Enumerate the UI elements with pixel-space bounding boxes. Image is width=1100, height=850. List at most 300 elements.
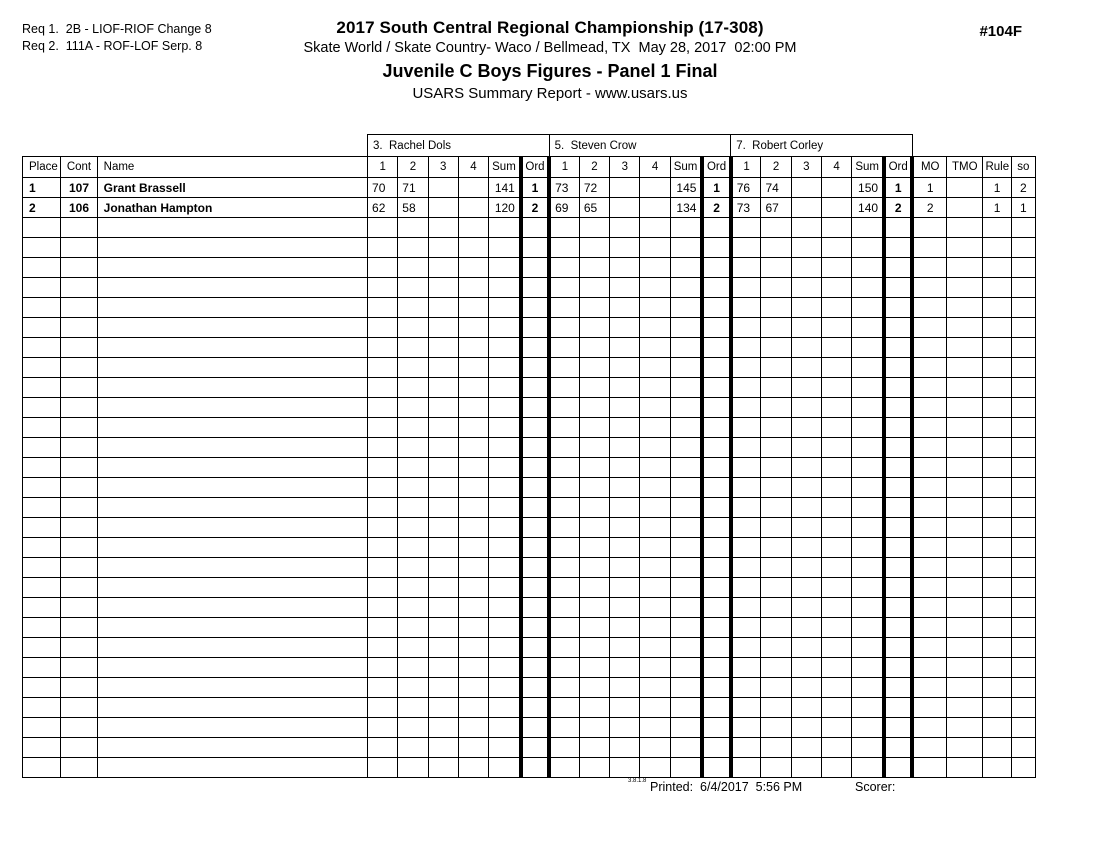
cell-tmo bbox=[947, 638, 983, 658]
header-judge1-trial2: 2 bbox=[579, 157, 609, 178]
cell-judge2-trial1 bbox=[731, 678, 761, 698]
cell-judge1-sum bbox=[670, 638, 702, 658]
empty-row bbox=[23, 538, 1036, 558]
cell-judge1-ord bbox=[702, 298, 730, 318]
cell-mo bbox=[912, 618, 946, 638]
cell-judge1-trial4 bbox=[640, 578, 670, 598]
cell-name bbox=[97, 758, 367, 778]
cell-judge0-trial1 bbox=[368, 698, 398, 718]
cell-judge1-trial3 bbox=[610, 518, 640, 538]
cell-judge2-ord bbox=[884, 438, 912, 458]
cell-judge0-trial2 bbox=[398, 338, 428, 358]
empty-row bbox=[23, 218, 1036, 238]
cell-mo bbox=[912, 378, 946, 398]
judge-row-spacer-left bbox=[23, 135, 368, 157]
cell-judge0-trial3 bbox=[428, 578, 458, 598]
cell-judge0-trial4 bbox=[458, 558, 488, 578]
cell-so bbox=[1011, 698, 1035, 718]
cell-judge2-ord bbox=[884, 738, 912, 758]
cell-judge2-trial1 bbox=[731, 718, 761, 738]
cell-judge1-trial1 bbox=[549, 618, 579, 638]
cell-judge1-sum bbox=[670, 518, 702, 538]
cell-judge0-ord bbox=[521, 298, 549, 318]
cell-judge2-trial3 bbox=[791, 438, 821, 458]
cell-place bbox=[23, 618, 61, 638]
cell-judge2-trial3 bbox=[791, 198, 821, 218]
cell-judge2-trial2 bbox=[761, 338, 791, 358]
printed-timestamp: Printed: 6/4/2017 5:56 PM bbox=[650, 780, 803, 794]
cell-judge2-trial4 bbox=[822, 178, 852, 198]
cell-judge0-trial4 bbox=[458, 478, 488, 498]
cell-so bbox=[1011, 398, 1035, 418]
cell-judge2-trial3 bbox=[791, 598, 821, 618]
cell-judge2-trial2 bbox=[761, 458, 791, 478]
cell-name bbox=[97, 218, 367, 238]
header-tmo: TMO bbox=[947, 157, 983, 178]
cell-judge1-trial1 bbox=[549, 218, 579, 238]
cell-cont bbox=[61, 358, 97, 378]
cell-judge1-trial1 bbox=[549, 398, 579, 418]
cell-judge2-trial3 bbox=[791, 318, 821, 338]
cell-judge1-ord bbox=[702, 618, 730, 638]
cell-judge2-ord bbox=[884, 598, 912, 618]
cell-judge0-ord bbox=[521, 318, 549, 338]
cell-judge2-trial2 bbox=[761, 258, 791, 278]
cell-judge0-ord bbox=[521, 438, 549, 458]
cell-judge1-trial2 bbox=[579, 618, 609, 638]
cell-place bbox=[23, 458, 61, 478]
cell-judge1-sum bbox=[670, 458, 702, 478]
cell-so bbox=[1011, 558, 1035, 578]
empty-row bbox=[23, 578, 1036, 598]
cell-judge1-sum bbox=[670, 618, 702, 638]
cell-place bbox=[23, 578, 61, 598]
cell-judge2-ord bbox=[884, 478, 912, 498]
cell-judge0-trial3 bbox=[428, 318, 458, 338]
cell-judge1-ord bbox=[702, 278, 730, 298]
cell-judge1-sum bbox=[670, 658, 702, 678]
cell-judge1-trial3 bbox=[610, 458, 640, 478]
cell-judge1-ord bbox=[702, 458, 730, 478]
cell-judge2-trial2 bbox=[761, 238, 791, 258]
cell-tmo bbox=[947, 278, 983, 298]
cell-judge1-trial4 bbox=[640, 758, 670, 778]
cell-judge2-ord bbox=[884, 498, 912, 518]
cell-place bbox=[23, 718, 61, 738]
cell-judge2-trial3 bbox=[791, 518, 821, 538]
cell-judge2-trial1 bbox=[731, 738, 761, 758]
cell-name bbox=[97, 718, 367, 738]
cell-tmo bbox=[947, 618, 983, 638]
cell-tmo bbox=[947, 218, 983, 238]
cell-judge0-trial4 bbox=[458, 318, 488, 338]
cell-place bbox=[23, 258, 61, 278]
cell-judge0-trial3 bbox=[428, 178, 458, 198]
header-judge1-trial3: 3 bbox=[610, 157, 640, 178]
cell-judge1-trial3 bbox=[610, 418, 640, 438]
cell-judge1-trial3 bbox=[610, 758, 640, 778]
cell-judge0-trial2 bbox=[398, 698, 428, 718]
cell-place: 1 bbox=[23, 178, 61, 198]
cell-judge1-trial2 bbox=[579, 358, 609, 378]
cell-place bbox=[23, 638, 61, 658]
cell-name bbox=[97, 438, 367, 458]
cell-judge1-trial2 bbox=[579, 678, 609, 698]
cell-judge1-trial2 bbox=[579, 518, 609, 538]
cell-mo bbox=[912, 458, 946, 478]
cell-judge1-trial1 bbox=[549, 298, 579, 318]
cell-judge1-trial3 bbox=[610, 678, 640, 698]
cell-judge0-trial4 bbox=[458, 518, 488, 538]
cell-judge0-trial1 bbox=[368, 758, 398, 778]
cell-judge2-ord bbox=[884, 758, 912, 778]
cell-judge1-trial3 bbox=[610, 478, 640, 498]
cell-judge1-trial4 bbox=[640, 738, 670, 758]
cell-judge2-ord: 1 bbox=[884, 178, 912, 198]
cell-judge2-ord bbox=[884, 418, 912, 438]
cell-judge1-trial4 bbox=[640, 718, 670, 738]
cell-name bbox=[97, 278, 367, 298]
cell-so bbox=[1011, 478, 1035, 498]
cell-judge1-trial3 bbox=[610, 578, 640, 598]
cell-judge2-ord bbox=[884, 378, 912, 398]
cell-judge2-trial4 bbox=[822, 498, 852, 518]
cell-judge1-trial2 bbox=[579, 338, 609, 358]
cell-judge0-trial2 bbox=[398, 758, 428, 778]
cell-judge0-trial2 bbox=[398, 678, 428, 698]
cell-judge0-trial3 bbox=[428, 378, 458, 398]
cell-judge2-trial2 bbox=[761, 298, 791, 318]
cell-judge1-sum bbox=[670, 438, 702, 458]
cell-judge0-ord bbox=[521, 618, 549, 638]
cell-judge1-trial4 bbox=[640, 698, 670, 718]
cell-judge0-sum bbox=[489, 518, 521, 538]
cell-judge0-trial2 bbox=[398, 458, 428, 478]
cell-judge2-ord bbox=[884, 318, 912, 338]
cell-cont bbox=[61, 518, 97, 538]
cell-judge0-trial1 bbox=[368, 238, 398, 258]
cell-tmo bbox=[947, 518, 983, 538]
cell-judge2-trial1 bbox=[731, 438, 761, 458]
cell-judge2-trial2 bbox=[761, 518, 791, 538]
cell-judge0-trial4 bbox=[458, 338, 488, 358]
cell-judge0-trial3 bbox=[428, 218, 458, 238]
cell-judge2-trial2 bbox=[761, 218, 791, 238]
cell-judge1-trial1 bbox=[549, 538, 579, 558]
cell-judge1-sum bbox=[670, 338, 702, 358]
cell-judge1-sum bbox=[670, 498, 702, 518]
cell-judge0-ord bbox=[521, 238, 549, 258]
cell-judge0-sum bbox=[489, 378, 521, 398]
cell-judge2-trial4 bbox=[822, 598, 852, 618]
cell-rule bbox=[983, 698, 1011, 718]
cell-judge2-trial2 bbox=[761, 278, 791, 298]
cell-judge0-ord bbox=[521, 538, 549, 558]
cell-judge1-trial2 bbox=[579, 418, 609, 438]
cell-judge0-ord: 2 bbox=[521, 198, 549, 218]
cell-judge0-trial1 bbox=[368, 338, 398, 358]
cell-judge1-trial4 bbox=[640, 398, 670, 418]
cell-judge1-sum bbox=[670, 258, 702, 278]
cell-rule bbox=[983, 378, 1011, 398]
cell-judge1-trial2 bbox=[579, 258, 609, 278]
cell-judge2-trial2 bbox=[761, 678, 791, 698]
cell-judge0-trial4 bbox=[458, 678, 488, 698]
cell-judge0-trial3 bbox=[428, 718, 458, 738]
cell-judge2-trial1 bbox=[731, 298, 761, 318]
cell-judge0-trial1 bbox=[368, 618, 398, 638]
cell-judge2-sum bbox=[852, 758, 884, 778]
cell-so bbox=[1011, 578, 1035, 598]
cell-tmo bbox=[947, 298, 983, 318]
cell-judge2-trial2: 67 bbox=[761, 198, 791, 218]
cell-mo bbox=[912, 538, 946, 558]
cell-so bbox=[1011, 598, 1035, 618]
cell-mo bbox=[912, 358, 946, 378]
cell-judge2-trial1 bbox=[731, 258, 761, 278]
header-mo: MO bbox=[912, 157, 946, 178]
cell-judge0-trial1 bbox=[368, 598, 398, 618]
cell-judge0-trial4 bbox=[458, 758, 488, 778]
cell-judge2-ord bbox=[884, 658, 912, 678]
cell-judge1-trial4 bbox=[640, 558, 670, 578]
cell-judge1-trial4 bbox=[640, 198, 670, 218]
table-row bbox=[23, 198, 1036, 218]
cell-judge0-trial2 bbox=[398, 358, 428, 378]
empty-row bbox=[23, 478, 1036, 498]
cell-tmo bbox=[947, 318, 983, 338]
cell-judge0-trial4 bbox=[458, 258, 488, 278]
cell-judge2-sum bbox=[852, 398, 884, 418]
cell-judge2-trial4 bbox=[822, 458, 852, 478]
cell-tmo bbox=[947, 438, 983, 458]
cell-place bbox=[23, 378, 61, 398]
empty-row bbox=[23, 278, 1036, 298]
cell-judge2-trial2 bbox=[761, 618, 791, 638]
cell-place bbox=[23, 558, 61, 578]
cell-judge0-trial3 bbox=[428, 558, 458, 578]
cell-judge1-ord bbox=[702, 638, 730, 658]
cell-judge1-sum: 134 bbox=[670, 198, 702, 218]
cell-judge0-ord bbox=[521, 278, 549, 298]
cell-judge0-trial3 bbox=[428, 538, 458, 558]
cell-tmo bbox=[947, 338, 983, 358]
cell-judge0-ord bbox=[521, 478, 549, 498]
software-version: 3.8.1.8 bbox=[628, 778, 647, 784]
cell-so bbox=[1011, 518, 1035, 538]
cell-judge2-trial1 bbox=[731, 558, 761, 578]
empty-row bbox=[23, 718, 1036, 738]
header-judge1-ord: Ord bbox=[702, 157, 730, 178]
cell-judge0-sum bbox=[489, 298, 521, 318]
cell-judge1-trial1 bbox=[549, 678, 579, 698]
cell-judge2-trial1: 76 bbox=[731, 178, 761, 198]
cell-rule bbox=[983, 458, 1011, 478]
cell-judge2-trial3 bbox=[791, 378, 821, 398]
cell-judge2-trial3 bbox=[791, 558, 821, 578]
cell-judge1-trial4 bbox=[640, 438, 670, 458]
cell-place bbox=[23, 338, 61, 358]
cell-judge0-trial3 bbox=[428, 498, 458, 518]
cell-judge1-trial2 bbox=[579, 578, 609, 598]
cell-name bbox=[97, 678, 367, 698]
cell-judge2-trial2 bbox=[761, 698, 791, 718]
cell-so bbox=[1011, 738, 1035, 758]
cell-judge1-trial3 bbox=[610, 538, 640, 558]
cell-judge1-trial3 bbox=[610, 638, 640, 658]
cell-judge0-trial1 bbox=[368, 438, 398, 458]
cell-tmo bbox=[947, 558, 983, 578]
cell-judge0-ord bbox=[521, 518, 549, 538]
cell-judge1-trial3 bbox=[610, 738, 640, 758]
cell-rule bbox=[983, 338, 1011, 358]
cell-judge2-trial3 bbox=[791, 358, 821, 378]
cell-judge1-trial2 bbox=[579, 738, 609, 758]
empty-row bbox=[23, 438, 1036, 458]
report-type-title: USARS Summary Report - www.usars.us bbox=[412, 84, 688, 102]
cell-judge0-sum bbox=[489, 638, 521, 658]
cell-judge0-trial1 bbox=[368, 398, 398, 418]
cell-judge2-ord bbox=[884, 718, 912, 738]
cell-cont bbox=[61, 458, 97, 478]
cell-name bbox=[97, 478, 367, 498]
cell-judge1-ord bbox=[702, 258, 730, 278]
cell-so bbox=[1011, 358, 1035, 378]
cell-so bbox=[1011, 538, 1035, 558]
cell-so bbox=[1011, 278, 1035, 298]
cell-place bbox=[23, 478, 61, 498]
cell-rule bbox=[983, 478, 1011, 498]
cell-so bbox=[1011, 238, 1035, 258]
cell-rule bbox=[983, 758, 1011, 778]
cell-judge0-trial2 bbox=[398, 638, 428, 658]
cell-mo bbox=[912, 438, 946, 458]
cell-tmo bbox=[947, 598, 983, 618]
cell-judge0-trial2 bbox=[398, 738, 428, 758]
cell-tmo bbox=[947, 418, 983, 438]
cell-judge2-trial1 bbox=[731, 338, 761, 358]
cell-judge0-sum bbox=[489, 438, 521, 458]
cell-tmo bbox=[947, 538, 983, 558]
cell-judge2-trial3 bbox=[791, 238, 821, 258]
cell-name bbox=[97, 498, 367, 518]
cell-judge0-sum bbox=[489, 718, 521, 738]
cell-judge2-trial4 bbox=[822, 738, 852, 758]
cell-rule bbox=[983, 518, 1011, 538]
cell-judge0-trial3 bbox=[428, 438, 458, 458]
empty-row bbox=[23, 398, 1036, 418]
cell-judge0-trial2 bbox=[398, 238, 428, 258]
cell-judge1-trial2 bbox=[579, 558, 609, 578]
cell-judge0-trial3 bbox=[428, 458, 458, 478]
empty-row bbox=[23, 738, 1036, 758]
cell-judge2-sum: 140 bbox=[852, 198, 884, 218]
cell-name bbox=[97, 578, 367, 598]
cell-judge1-trial2 bbox=[579, 318, 609, 338]
cell-judge2-sum bbox=[852, 718, 884, 738]
cell-judge0-ord bbox=[521, 398, 549, 418]
cell-rule: 1 bbox=[983, 198, 1011, 218]
cell-judge1-trial3 bbox=[610, 218, 640, 238]
cell-judge0-trial2: 58 bbox=[398, 198, 428, 218]
cell-judge1-sum bbox=[670, 578, 702, 598]
cell-judge1-trial1 bbox=[549, 578, 579, 598]
cell-rule bbox=[983, 718, 1011, 738]
cell-cont bbox=[61, 278, 97, 298]
cell-tmo bbox=[947, 358, 983, 378]
cell-cont bbox=[61, 538, 97, 558]
cell-judge2-sum bbox=[852, 358, 884, 378]
cell-name bbox=[97, 418, 367, 438]
cell-judge1-trial2 bbox=[579, 538, 609, 558]
cell-judge2-trial1 bbox=[731, 598, 761, 618]
cell-judge1-trial3 bbox=[610, 698, 640, 718]
cell-judge0-trial4 bbox=[458, 538, 488, 558]
cell-name bbox=[97, 698, 367, 718]
judge-header-2: 7. Robert Corley bbox=[731, 135, 913, 157]
cell-place bbox=[23, 738, 61, 758]
cell-judge0-trial3 bbox=[428, 478, 458, 498]
cell-judge1-trial1 bbox=[549, 238, 579, 258]
cell-judge0-trial2 bbox=[398, 518, 428, 538]
cell-mo bbox=[912, 418, 946, 438]
cell-rule bbox=[983, 738, 1011, 758]
cell-judge0-trial3 bbox=[428, 338, 458, 358]
cell-tmo bbox=[947, 178, 983, 198]
cell-judge0-trial1 bbox=[368, 538, 398, 558]
cell-judge2-trial4 bbox=[822, 578, 852, 598]
cell-judge1-trial2 bbox=[579, 458, 609, 478]
header-judge2-ord: Ord bbox=[884, 157, 912, 178]
cell-judge0-trial4 bbox=[458, 238, 488, 258]
cell-judge2-trial4 bbox=[822, 678, 852, 698]
cell-name bbox=[97, 398, 367, 418]
cell-judge0-trial1 bbox=[368, 458, 398, 478]
scorer-label: Scorer: bbox=[855, 780, 896, 794]
cell-judge1-sum bbox=[670, 318, 702, 338]
cell-judge2-trial4 bbox=[822, 258, 852, 278]
cell-judge1-ord bbox=[702, 558, 730, 578]
cell-place bbox=[23, 678, 61, 698]
cell-judge1-ord bbox=[702, 758, 730, 778]
cell-judge0-sum bbox=[489, 498, 521, 518]
cell-judge0-trial4 bbox=[458, 398, 488, 418]
cell-judge0-ord bbox=[521, 458, 549, 478]
cell-judge0-trial4 bbox=[458, 498, 488, 518]
empty-row bbox=[23, 758, 1036, 778]
cell-judge0-trial2 bbox=[398, 318, 428, 338]
cell-judge0-trial4 bbox=[458, 298, 488, 318]
cell-cont bbox=[61, 698, 97, 718]
cell-judge1-ord bbox=[702, 378, 730, 398]
cell-judge1-trial2 bbox=[579, 278, 609, 298]
cell-judge2-ord bbox=[884, 338, 912, 358]
cell-judge1-trial2 bbox=[579, 638, 609, 658]
cell-tmo bbox=[947, 658, 983, 678]
cell-cont bbox=[61, 498, 97, 518]
header-judge1-trial4: 4 bbox=[640, 157, 670, 178]
cell-judge2-sum bbox=[852, 598, 884, 618]
cell-judge2-trial2 bbox=[761, 478, 791, 498]
empty-row bbox=[23, 338, 1036, 358]
cell-judge1-ord bbox=[702, 518, 730, 538]
cell-judge0-trial3 bbox=[428, 238, 458, 258]
cell-so bbox=[1011, 458, 1035, 478]
cell-judge0-trial1 bbox=[368, 378, 398, 398]
cell-judge1-ord bbox=[702, 318, 730, 338]
cell-cont bbox=[61, 558, 97, 578]
cell-name bbox=[97, 598, 367, 618]
